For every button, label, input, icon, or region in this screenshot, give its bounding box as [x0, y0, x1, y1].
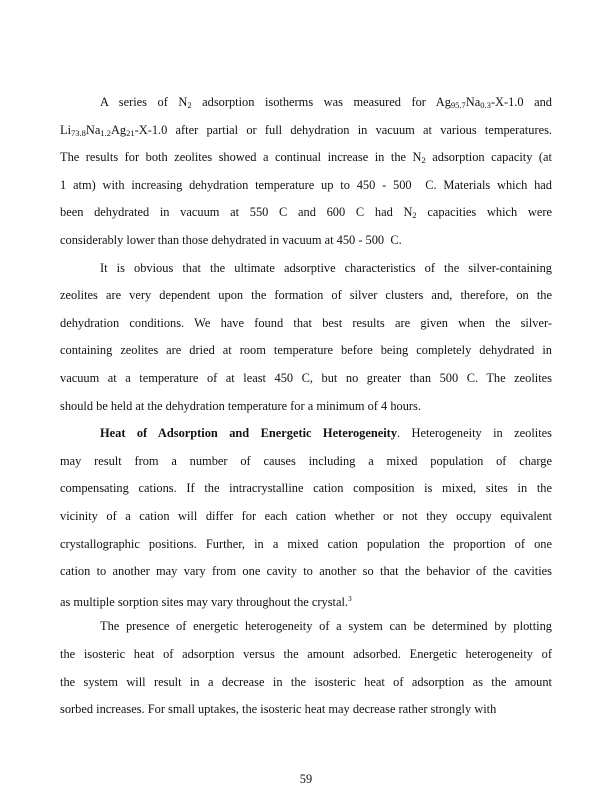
- paragraph-2-line: [60, 399, 552, 413]
- paragraph-3-line: [60, 481, 552, 495]
- text-run: Ag: [110, 122, 127, 137]
- paragraph-3-line: [60, 426, 552, 440]
- text-run: vicinity of a cation will differ for each cation whether or not they occupy equivalent: [60, 509, 552, 523]
- paragraph-1-line: [60, 123, 552, 140]
- paragraph-1-line: [60, 150, 552, 167]
- paragraph-2-line: [60, 261, 552, 275]
- text-run: been dehydrated in vacuum at 550 C and 600 C had N: [60, 205, 413, 220]
- text-run: It is obvious that the ultimate adsorptive characteristics of the silver-containing: [100, 260, 552, 275]
- text-run: A series of N: [100, 95, 188, 109]
- text-run: adsorption capacity (at: [425, 150, 552, 165]
- text-run: adsorption isotherms was measured for Ag: [191, 95, 451, 109]
- text-run: -X-1.0 and: [490, 95, 552, 109]
- text-run: vacuum at a temperature of at least 450 C, but no greater than 500 C. The zeolites: [60, 371, 552, 385]
- subscript: 21: [126, 127, 135, 138]
- paragraph-1-line: [60, 233, 552, 247]
- subscript: 1.2: [100, 127, 111, 138]
- text-run: crystallographic positions. Further, in a mixed cation population the proportion of one: [60, 536, 552, 551]
- text-run: . Heterogeneity in zeolites: [397, 426, 552, 441]
- paragraph-3-line: [60, 564, 552, 578]
- paragraph-4-line: [60, 675, 552, 689]
- paragraph-3-line: [60, 537, 552, 551]
- section-heading: Heat of Adsorption and Energetic Heterogeneity: [100, 426, 398, 441]
- text-run: containing zeolites are dried at room temperature before being completely dehydrated in: [60, 343, 552, 358]
- text-run: should be held at the dehydration temperature for a minimum of 4 hours.: [60, 398, 421, 413]
- paragraph-3-line: [60, 509, 552, 523]
- text-run: cation to another may vary from one cavity to another so that the behavior of the cavities: [60, 564, 552, 579]
- superscript-reference: 3: [348, 593, 352, 603]
- subscript: 0.3: [480, 100, 491, 110]
- text-run: -X-1.0 after partial or full dehydration in vacuum at various temperatures.: [134, 122, 552, 137]
- subscript: 2: [421, 155, 426, 166]
- paragraph-4-line: [60, 702, 552, 716]
- text-run: Na: [465, 95, 481, 109]
- paragraph-2-line: [60, 288, 552, 302]
- text-run: The presence of energetic heterogeneity of a system can be determined by plotting: [100, 619, 552, 634]
- text-run: sorbed increases. For small uptakes, the isosteric heat may decrease rather strongly with: [60, 702, 497, 717]
- text-run: capacities which were: [416, 205, 552, 220]
- paragraph-2-line: [60, 316, 552, 330]
- paragraph-4-line: [60, 619, 552, 633]
- paragraph-1-line: [60, 95, 552, 112]
- subscript: 73.8: [71, 127, 86, 138]
- text-run: zeolites are very dependent upon the formation of silver clusters and, therefore, on the: [60, 288, 552, 303]
- subscript: 2: [412, 210, 417, 221]
- subscript: 2: [187, 100, 192, 110]
- text-run: Li: [60, 122, 72, 137]
- text-run: the system will result in a decrease in the isosteric heat of adsorption as the amount: [60, 674, 552, 689]
- paragraph-3-line: [60, 454, 552, 468]
- text-run: 1 atm) with increasing dehydration temperature up to 450 - 500 C. Materials which had: [60, 177, 552, 192]
- text-run: Na: [85, 122, 101, 137]
- paragraph-1-line: [60, 205, 552, 222]
- text-run: may result from a number of causes including a mixed population of charge: [60, 453, 552, 468]
- text-run: the isosteric heat of adsorption versus the amount adsorbed. Energetic heterogeneity of: [60, 647, 552, 661]
- page-number: 59: [299, 772, 313, 786]
- text-run: as multiple sorption sites may vary throughout the crystal.: [60, 594, 349, 609]
- paragraph-2-line: [60, 343, 552, 357]
- paragraph-2-line: [60, 371, 552, 385]
- paragraph-1-line: [60, 178, 552, 192]
- paragraph-4-line: [60, 647, 552, 661]
- subscript: 95.7: [450, 100, 466, 110]
- paragraph-3-line: [60, 592, 552, 609]
- text-run: dehydration conditions. We have found that best results are given when the silver-: [60, 315, 552, 330]
- text-run: The results for both zeolites showed a continual increase in the N: [60, 150, 422, 165]
- text-run: compensating cations. If the intracrystalline cation composition is mixed, sites in the: [60, 481, 552, 496]
- text-run: considerably lower than those dehydrated in vacuum at 450 - 500 C.: [60, 233, 402, 247]
